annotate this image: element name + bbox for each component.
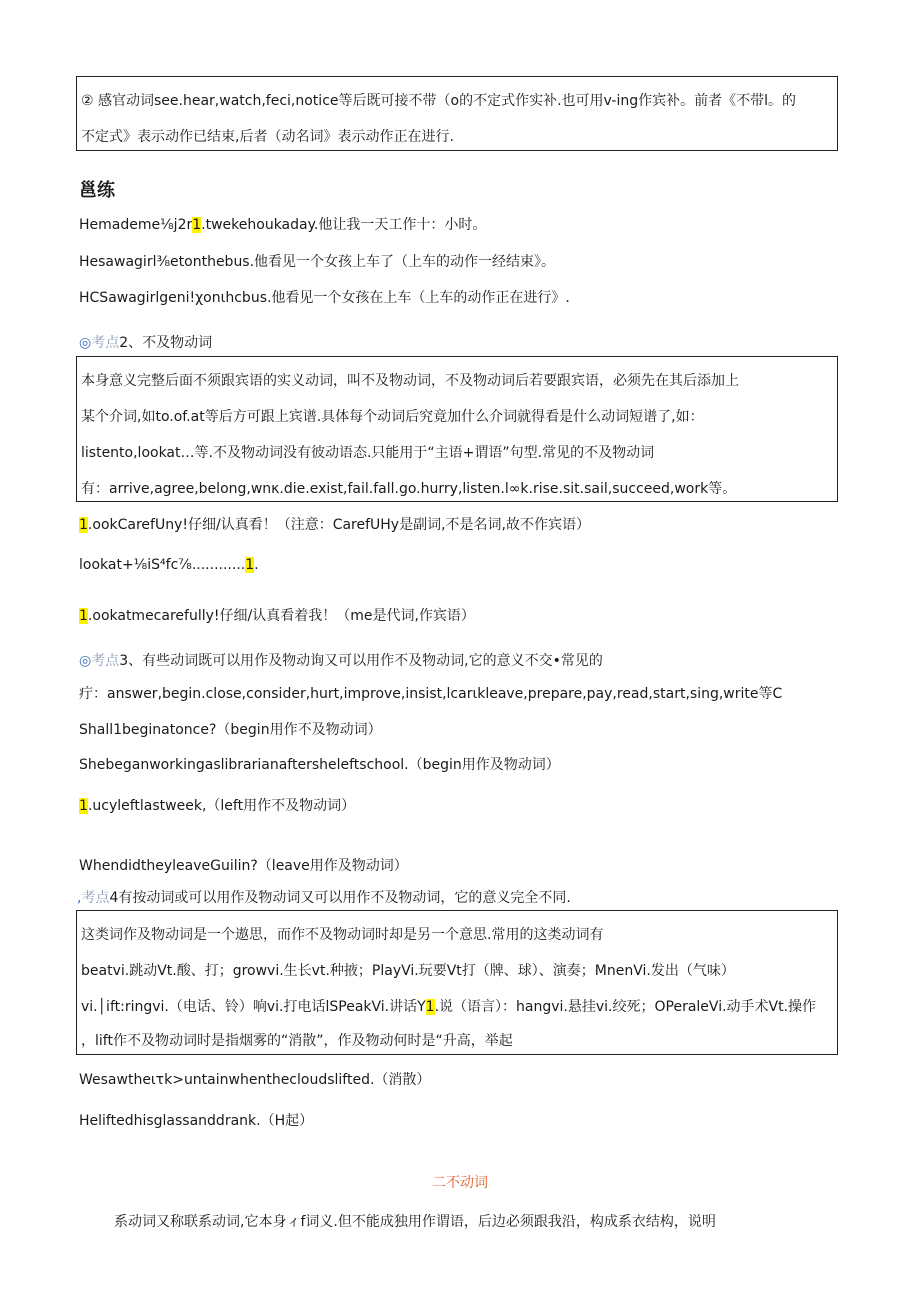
box3-line3: vi.│ift:ringvi.（电话、铃）响vi.打电话lSPeakVi.讲话Y1.说（语言）：hangvi.悬挂vi.绞死；OPeraleVi.动手术Vt.操作 (81, 999, 817, 1015)
highlight-mark: 1 (79, 798, 88, 814)
kaodian-title: 2、不及物动词 (119, 335, 213, 351)
example-sentence-8: Shebeganworkingaslibrarianaftersheleftschool.（begin用作及物动词） (79, 757, 560, 773)
kaodian-bullet: ◎ (79, 335, 92, 351)
example-sentence-6: 1.ookatmecarefully!仔细/认真看着我！（me是代词,作宾语） (79, 608, 475, 624)
example-sentence-9: 1.ucyleftlastweek,（left用作不及物动词） (79, 798, 356, 814)
section-2-title: 二不动词 (432, 1175, 488, 1191)
box1-line2: 不定式》表示动作已结束,后者（动名词》表示动作正在进行. (81, 129, 454, 145)
note-box-dual-meaning (76, 910, 838, 1055)
box3-line4: ，lift作不及物动词时是指烟雾的“消散”，作及物动何时是“升高，举起 (81, 1033, 513, 1049)
example-sentence-4: 1.ookCarefUny!仔细/认真看！（注意：CarefUHy是副词,不是名词,故不作宾语） (79, 517, 590, 533)
kaodian-4-heading (77, 888, 571, 908)
highlight-mark: 1 (192, 217, 202, 233)
example-sentence-3: HCSawagirlgeni!χonιhcbus.他看见一个女孩在上车（上车的动作正在进行》. (79, 290, 570, 306)
highlight-mark: 1 (79, 517, 88, 533)
highlight-mark: 1 (245, 557, 255, 573)
note-box-sense-verbs (76, 76, 838, 151)
example-sentence-12: Heliftedhisglassanddrank.（H起） (79, 1113, 314, 1129)
example-sentence-11: Wesawtheιτk>untainwhenthecloudslifted.（消散） (79, 1072, 431, 1088)
kaodian-bullet: , (77, 890, 82, 906)
kaodian-label: 考点 (81, 890, 110, 906)
example-sentence-1: Hemademe⅛j2r1.twekehoukaday.他让我一天工作十：小时。 (79, 217, 487, 233)
kaodian-label: 考点 (91, 653, 120, 669)
highlight-mark: 1 (425, 999, 435, 1015)
highlight-mark: 1 (79, 608, 88, 624)
box2-line1: 本身意义完整后面不须跟宾语的实义动词，叫不及物动词，不及物动词后若要跟宾语，必须先在其后添加上 (81, 373, 739, 389)
kaodian-bullet: ◎ (79, 653, 92, 669)
practice-heading: 邕练 (79, 180, 115, 201)
box3-line2: beatvi.跳动Vt.酸、打；growvi.生长vt.种掖；PlayVi.玩要Vt打（牌、球）、演奏；MnenVi.发出（气味） (81, 963, 735, 979)
box1-line1-text: 感官动词see.hear,watch,feci,notice等后既可接不带（o的不定式作实补.也可用v-ing作宾补。前者《不带l。的 (93, 93, 797, 109)
kaodian-title: 4有按动词或可以用作及物动词又可以用作不及物动词，它的意义完全不同. (109, 890, 571, 906)
box2-line2: 某个介词,如to.of.at等后方可跟上宾谱.具体每个动词后究竟加什么介词就得看是什么动词短谱了,如： (81, 409, 704, 425)
section-2-paragraph: 系动词又称联系动词,它本身ィf词义.但不能成独用作谓语，后边必须跟我沿，构成系衣结构，说明 (114, 1214, 716, 1230)
kaodian-label: 考点 (91, 335, 120, 351)
box3-line1: 这类词作及物动词是一个遨思，而作不及物动词时却是另一个意思.常用的这类动词有 (81, 927, 604, 943)
kaodian-3-verb-list: 疔：answer,begin.close,consider,hurt,improve,insist,lcarιkleave,prepare,pay,read,start,sing,write等C (79, 686, 783, 702)
box1-line1 (81, 91, 796, 111)
example-sentence-10: WhendidtheyleaveGuilin?（leave用作及物动词） (79, 858, 408, 874)
box2-line4: 有：arrive,agree,belong,wnκ.die.exist,fail.fall.go.hurry,listen.l∞k.rise.sit.sail,succeed,work等。 (81, 481, 737, 497)
kaodian-2-heading (79, 333, 212, 353)
example-sentence-7: Shall1beginatonce?（begin用作不及物动词） (79, 722, 382, 738)
example-sentence-5: lookat+⅛iS⁴fc⅞............1. (79, 557, 259, 573)
note-box-intransitive (76, 356, 838, 502)
box2-line3: listento,lookat…等.不及物动词没有彼动语态.只能用于“主语+谓语”句型.常见的不及物动词 (81, 445, 655, 461)
circled-number: ② (81, 93, 94, 109)
kaodian-3-heading (79, 651, 603, 671)
kaodian-title: 3、有些动词既可以用作及物动询又可以用作不及物动词,它的意义不交•常见的 (119, 653, 603, 669)
example-sentence-2: Hesawagirl⅜etonthebus.他看见一个女孩上车了（上车的动作一经结束》。 (79, 254, 556, 270)
